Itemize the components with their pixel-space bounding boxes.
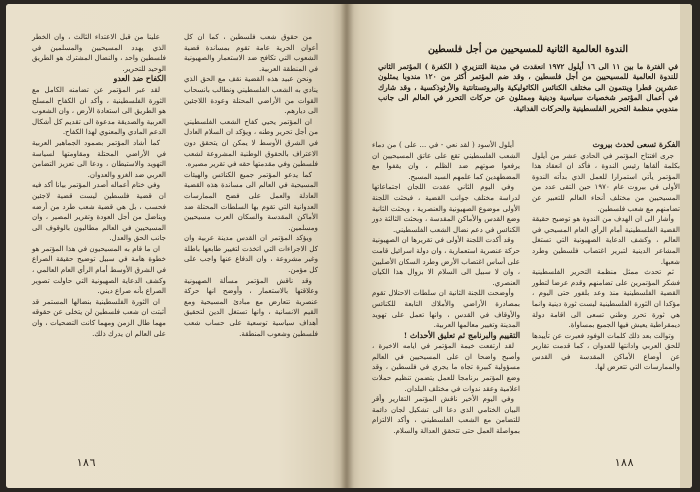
article-title: الندوة العالمية الثانية للمسيحيين من أجل فلسطين: [427, 44, 629, 55]
paragraph: كما يدعو المؤتمر جميع الكنائس والهيئات المسيحية في العالم الى مساندة هذه القضية العادلة والعمل على فضح الممارسات العدوانية التي تقوم بها السلطات المحتلة ضد الأماكن المقدسة والسكان العرب مسيحيين ومسلمين.: [184, 169, 318, 232]
article-intro: في الفترة ما بين ١١ الى ١٦ أيلول ١٩٧٢ انعقدت في مدينة التنزيري ( الكفرة ) المؤتمر الثاني للندوة العالمية للمسيحيين من أجل فلسطين ، وقد ضم المؤتمر أكثر من ١٢٠ مندوبا يمثلون عشرين قطرا وينتمون الى مختلف الكنائس الكاثوليكية والبروتستانتية والأرثوذكسية ، وقد شارك في أعمال المؤتمر شخصيات سياسية ودينية وممثلون عن حركات التحرر في العالم الى جانب مندوبي منظمة التحرير الفلسطينية والحركات الفدائية.: [378, 62, 678, 113]
paragraph: ويؤكد المؤتمر ان القدس مدينة عربية وان كل الاجراءات التي اتخذت لتغيير طابعها باطلة وغير مشروعة ، وان الدفاع عنها واجب على كل مؤمن.: [184, 233, 318, 275]
left-page-left-column: [32, 32, 166, 339]
paragraph: وقد أكدت اللجنة الأولى في تقريرها ان الصهيونية حركة عنصرية استعمارية ، وان دولة اسرائيل قامت على أساس اغتصاب الأرض وطرد السكان الأصليين ، وان لا سبيل الى السلام الا بزوال هذا الكيان العنصري.: [372, 235, 520, 287]
right-page-right-column: [532, 140, 680, 373]
paragraph: وأشار الى ان الهدف من الندوة هو توضيح حقيقة القضية الفلسطينية أمام الرأي العام المسيحي في العالم ، وكشف الدعاية الصهيونية التي تستغل المشاعر الدينية لتبرير اغتصاب فلسطين وطرد شعبها.: [532, 214, 680, 266]
paragraph: جرى افتتاح المؤتمر في الحادي عشر من أيلول بكلمة ألقاها رئيس الندوة ، فأكد ان انعقاد هذا المؤتمر يأتي استمرارا للعمل الذي بدأته الندوة الأولى في بيروت عام ١٩٧٠ حين التقى عدد من المسيحيين من مختلف أنحاء العالم للتعبير عن تضامنهم مع شعب فلسطين.: [532, 150, 680, 213]
page-number-right: ١٨٨: [614, 456, 634, 469]
section-heading: الفكرة تسعى لحدث بيروت: [592, 140, 680, 149]
right-page-left-column: [372, 140, 520, 437]
page-edge-tab: [682, 64, 692, 69]
book-spread: [6, 4, 692, 488]
paragraph: ثم تحدث ممثل منظمة التحرير الفلسطينية فشكر المؤتمرين على تضامنهم وقدم عرضا لتطور القضية الفلسطينية منذ وعد بلفور حتى اليوم ، مؤكدا ان الثورة الفلسطينية ليست ثورة دينية وانما هي ثورة تحرر وطني تسعى الى اقامة دولة ديمقراطية يعيش فيها الجميع بمساواة.: [532, 267, 680, 330]
paragraph: ونحن عبيد هذه القضية نقف مع الحق الذي ينادي به الشعب الفلسطيني ونطالب بانسحاب القوات من الأراضي المحتلة وعودة اللاجئين الى ديارهم.: [184, 74, 318, 116]
page-edge-tab: [682, 30, 692, 35]
left-page-right-column: [184, 32, 318, 339]
paragraph: وتوالت بعد ذلك كلمات الوفود فعبرت عن تأييدها للحق العربي وادانتها للعدوان ، كما قدمت تقارير عن أوضاع الأماكن المقدسة في القدس والممارسات التي تتعرض لها.: [532, 330, 680, 372]
paragraph: من حقوق شعب فلسطين ، كما ان كل أعوان الحرية عامة تقوم بمساندة قضية الشعوب التي تكافح ضد الاستعمار والصهيونية في المنطقة العربية.: [184, 32, 318, 73]
paragraph: لقد ارتفعت خيمة المؤتمر في ايامه الاخيرة ، وأصبح واضحا ان على المسيحيين في العالم مسؤولية كبيرة تجاه ما يجري في فلسطين ، وقد وضع المؤتمر برنامجا للعمل يتضمن تنظيم حملات اعلامية وعقد ندوات في مختلف البلدان.: [372, 341, 520, 393]
paragraph: ان المؤتمر يحيي كفاح الشعب الفلسطيني من أجل تحرير وطنه ، ويؤكد ان السلام العادل في الشرق الأوسط لا يمكن ان يتحقق دون الاعتراف بالحقوق الوطنية المشروعة لشعب فلسطين وفي مقدمتها حقه في تقرير مصيره.: [184, 116, 318, 169]
paragraph: وفي اليوم الثاني عقدت اللجان اجتماعاتها لدراسة مختلف جوانب القضية ، فبحثت اللجنة الأولى موضوع الصهيونية والعنصرية ، وبحثت الثانية وضع القدس والأماكن المقدسة ، وبحثت الثالثة دور الكنائس في دعم نضال الشعب الفلسطيني.: [372, 182, 520, 234]
paragraph: أيلول الأسود ( لقد نعي - في ... على ) من دماء الشعب الفلسطيني تقع على عاتق المسيحيين ان يرفعوا صوتهم ضد الظلم ، وان يقفوا مع المضطهدين كما علمهم السيد المسيح.: [372, 140, 520, 181]
left-page: [6, 4, 346, 488]
book-gutter: [340, 4, 354, 488]
paragraph: وأوضحت اللجنة الثانية ان سلطات الاحتلال تقوم بمصادرة الأراضي والأملاك التابعة للكنائس والأوقاف في القدس ، وانها تعمل على تهويد المدينة وتغيير معالمها العربية.: [372, 288, 520, 330]
paragraph: وفي ختام أعماله أصدر المؤتمر بيانا أكد فيه ان قضية فلسطين ليست قضية لاجئين فحسب ، بل هي قضية شعب طرد من أرضه ويناضل من أجل العودة وتقرير المصير ، وان المسيحيين في العالم مطالبون بالوقوف الى جانب الحق والعدل.: [32, 180, 166, 243]
paragraph: علينا من قبل الاعتداء الثالث ، وان الخطر الذي يهدد المسيحيين والمسلمين في فلسطين واحد ، والنضال المشترك هو الطريق الوحيد للتحرير.: [32, 32, 166, 73]
paragraph: وقد ناقش المؤتمر مسألة الصهيونية وعلاقتها بالاستعمار ، وأوضح انها حركة عنصرية تتعارض مع مبادئ المسيحية ومع القيم الانسانية ، وانها تستغل الدين لتحقيق أهداف سياسية توسعية على حساب شعب فلسطين وشعوب المنطقة.: [184, 275, 318, 338]
paragraph: ان ما قام به المسيحيون في هذا المؤتمر هو خطوة هامة في سبيل توضيح حقيقة الصراع في الشرق الأوسط أمام الرأي العام العالمي ، وكشف الدعاية الصهيونية التي حاولت تصوير الصراع بأنه صراع ديني.: [32, 243, 166, 296]
section-heading: الكفاح ضد العدو: [113, 74, 166, 84]
paragraph: ان الثورة الفلسطينية بنضالها المستمر قد أثبتت ان شعب فلسطين لن يتخلى عن حقوقه مهما طال الزمن ومهما كانت التضحيات ، وان على العالم ان يدرك ذلك.: [32, 296, 166, 338]
page-edge-tab: [682, 422, 692, 427]
page-edge-tab: [682, 456, 692, 461]
paragraph: وفي اليوم الأخير ناقش المؤتمر التقارير وأقر البيان الختامي الذي دعا الى تشكيل لجان دائمة للتضامن مع الشعب الفلسطيني ، وأكد الالتزام بمواصلة العمل حتى تتحقق العدالة والسلام.: [372, 394, 520, 436]
section-heading: التقييم والبرنامج ثم تعليق الأحداث !: [403, 330, 520, 340]
paragraph: كما أشاد المؤتمر بصمود الجماهير العربية في الأراضي المحتلة ومقاومتها لسياسة التهويد والاستيطان ، ودعا الى تعزيز التضامن العربي ضد الغزو والعدوان.: [32, 137, 166, 179]
page-number-left: ١٨٦: [76, 456, 96, 469]
paragraph: لقد عبر المؤتمر عن تضامنه الكامل مع الثورة الفلسطينية ، وأكد ان الكفاح المسلح هو الطريق الى استعادة الأرض ، وان الشعوب العربية والصديقة مدعوة الى تقديم كل أشكال الدعم المادي والمعنوي لهذا الكفاح.: [32, 84, 166, 137]
